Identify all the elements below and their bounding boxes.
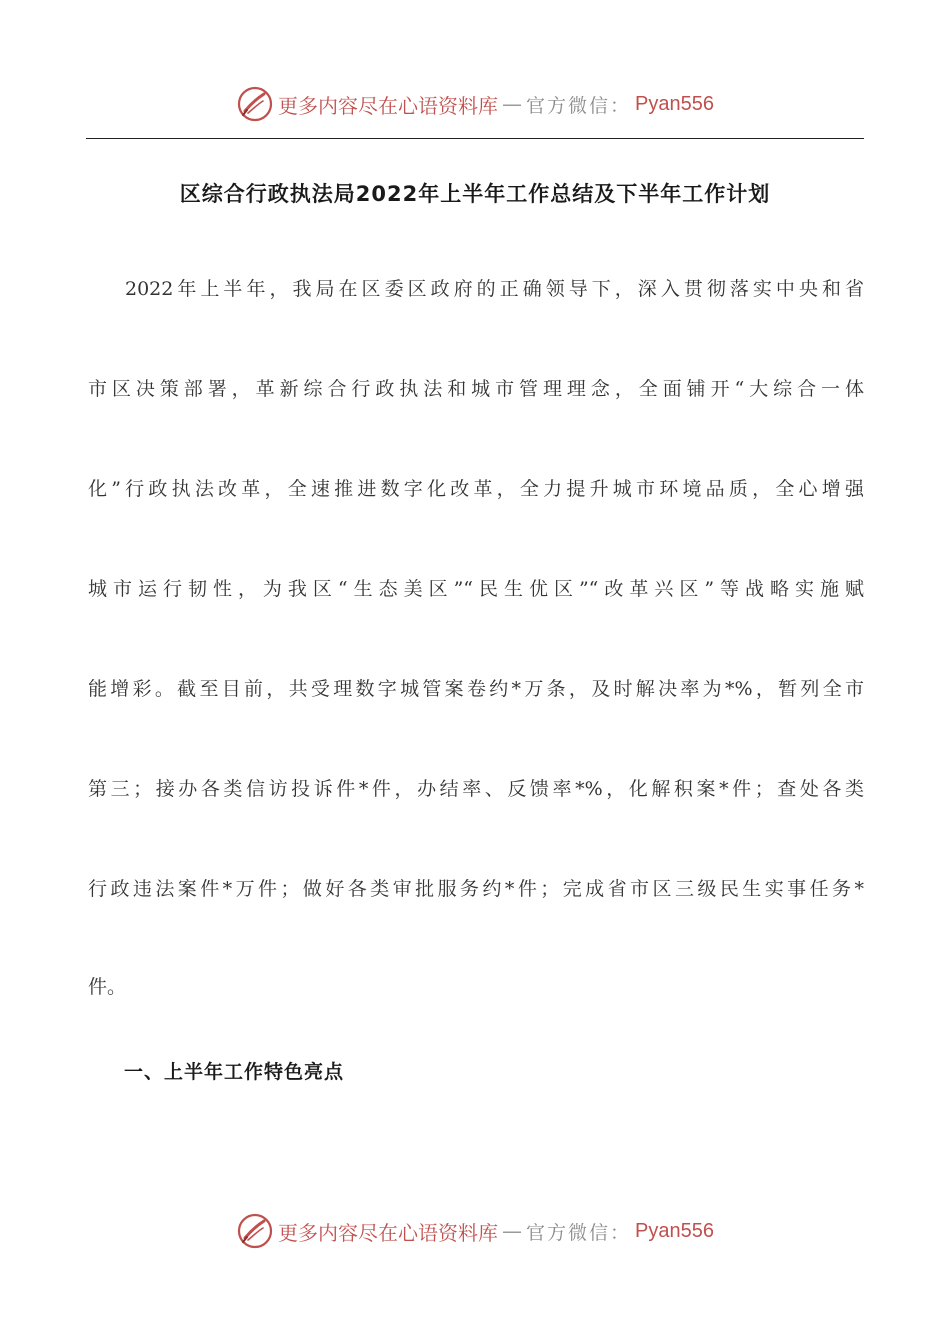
document-title: 区综合行政执法局2022年上半年工作总结及下半年工作计划 (179, 182, 771, 206)
footer-banner-separator: — (502, 1219, 522, 1243)
header-banner-official-label: 官方微信： (526, 94, 632, 117)
header-banner-content (236, 85, 714, 123)
paragraph-line: 第三；接办各类信访投诉件*件，办结率、反馈率*%，化解积案*件；查处各类 (88, 778, 864, 800)
header-divider (86, 138, 864, 139)
paragraph-line: 2022年上半年，我局在区委区政府的正确领导下，深入贯彻落实中央和省 (125, 278, 864, 300)
paragraph-line: 化”行政执法改革，全速推进数字化改革，全力提升城市环境品质，全心增强 (88, 478, 864, 500)
pen-logo-icon (236, 85, 274, 123)
header-banner-separator: — (502, 92, 522, 116)
paragraph-line: 行政违法案件*万件；做好各类审批服务约*件；完成省市区三级民生实事任务* (88, 878, 864, 900)
footer-banner-text: 更多内容尽在心语资料库 (278, 1220, 498, 1245)
footer-banner-content (236, 1212, 714, 1250)
footer-banner (0, 1211, 950, 1251)
paragraph-line: 件。 (88, 976, 127, 998)
header-banner-text: 更多内容尽在心语资料库 (278, 93, 498, 118)
pen-logo-icon (236, 1212, 274, 1250)
paragraph-line: 市区决策部署，革新综合行政执法和城市管理理念，全面铺开“大综合一体 (88, 378, 864, 400)
footer-banner-wechat-id: Pyan556 (635, 1219, 714, 1242)
header-banner-wechat-id: Pyan556 (635, 92, 714, 115)
paragraph-line: 能增彩。截至目前，共受理数字城管案卷约*万条，及时解决率为*%，暂列全市 (88, 678, 864, 700)
paragraph-line: 城市运行韧性，为我区“生态美区”“民生优区”“改革兴区”等战略实施赋 (88, 578, 864, 600)
section-heading: 一、上半年工作特色亮点 (124, 1061, 345, 1083)
footer-banner-official-label: 官方微信： (526, 1221, 632, 1244)
header-banner (0, 84, 950, 124)
